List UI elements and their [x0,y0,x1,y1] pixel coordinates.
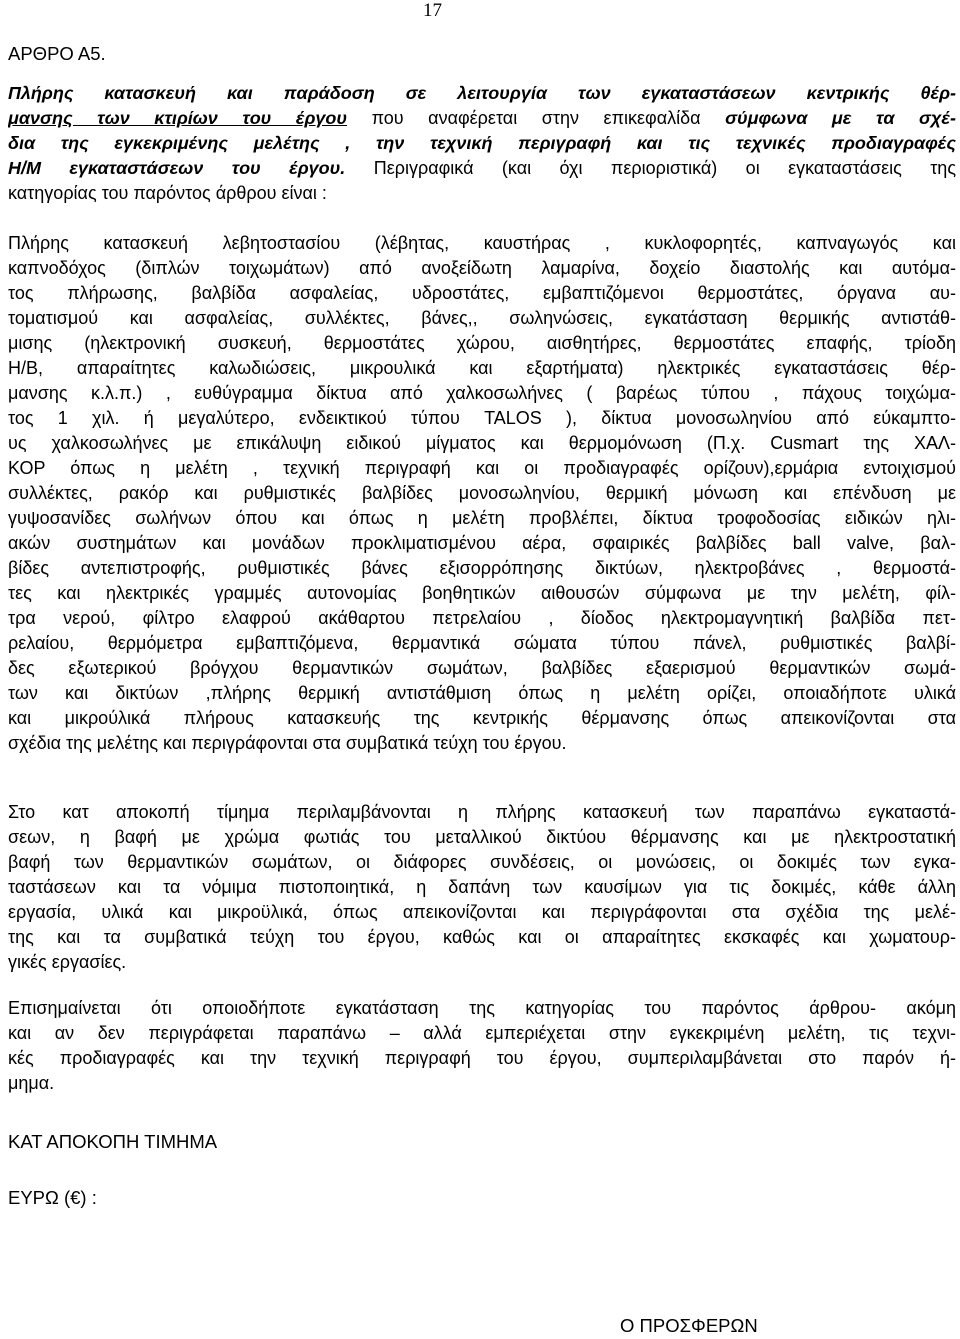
text-line: της και τα συμβατικά τεύχη του έργου, καθώς και οι απαραίτητες εκσκαφές και χωματουρ- [8,927,956,947]
text-line: Επισημαίνεται ότι οποιοδήποτε εγκατάσταση της κατηγορίας του παρόντος άρθρου- ακόμη [8,998,956,1018]
text-line: γυψοσανίδες σωλήνων όπου και όπως η μελέτη προβλέπει, δίκτυα τροφοδοσίας ειδικών ηλι- [8,508,956,528]
text-line: σεων, η βαφή με χρώμα φωτιάς του μεταλλικού δικτύου θέρμανσης και με ηλεκτροστατική [8,827,956,847]
text-line: Στο κατ αποκοπή τίμημα περιλαμβάνονται η πλήρης κατασκευή των παραπάνω εγκαταστά- [8,802,956,822]
text-run: που αναφέρεται στην επικεφαλίδα [347,108,726,128]
lump-sum-label: ΚΑΤ ΑΠΟΚΟΠΗ ΤΙΜΗΜΑ [8,1131,218,1152]
text-line: βαφή των θερμαντικών σωμάτων, οι διάφορες συνδέσεις, οι μονώσεις, οι δοκιμές των εγκα- [8,852,956,872]
text-line: κές προδιαγραφές και την τεχνική περιγραφή του έργου, συμπεριλαμβάνεται στο παρόν ή- [8,1048,956,1068]
article-title: ΑΡΘΡΟ Α5. [8,43,106,64]
text-line: τες και ηλεκτρικές γραμμές αυτονομίας βοηθητικών αιθουσών σύμφωνα με την μελέτη, φίλ- [8,583,956,603]
description-paragraph [8,231,956,756]
text-line: μανσης κ.λ.π.) , ευθύγραμμα δίκτυα από χαλκοσωλήνες ( βαρέως τύπου , πάχους τοιχώμα- [8,383,956,403]
bidder-signature-label: Ο ΠΡΟΣΦΕΡΩΝ [620,1315,758,1336]
text-run: Περιγραφικά (και όχι περιοριστικά) οι εγκαταστάσεις της [345,158,956,178]
text-line: και αν δεν περιγράφεται παραπάνω – αλλά εμπεριέχεται στην εγκεκριμένη μελέτη, τις τεχνι- [8,1023,956,1043]
text-run: δια της εγκεκριμένης μελέτης , την τεχνική περιγραφή και τις τεχνικές προδιαγραφές [8,133,956,153]
text-line: βίδες αντεπιστροφής, ρυθμιστικές βάνες εξισορρόπησης δικτύων, ηλεκτροβάνες , θερμοστά- [8,558,956,578]
euro-label: ΕΥΡΩ (€) : [8,1187,97,1208]
text-line: και μικρούλικά πλήρους κατασκευής της κεντρικής θέρμανσης όπως απεικονίζονται στα [8,708,956,728]
text-line: υς χαλκοσωλήνες με επικάλυψη ειδικού μίγματος και θερμομόνωση (Π.χ. Cusmart της ΧΑΛ- [8,433,956,453]
text-line: των και δικτύων ,πλήρης θερμική αντιστάθμιση όπως η μελέτη ορίζει, οποιαδήποτε υλικά [8,683,956,703]
text-line: ρελαίου, θερμόμετρα εμβαπτιζόμενα, θερμαντικά σώματα τύπου πάνελ, ρυθμιστικές βαλβί- [8,633,956,653]
text-line: Η/Β, απαραίτητες καλωδιώσεις, μικρουλικά και εξαρτήματα) ηλεκτρικές εγκαταστάσεις θέρ- [8,358,956,378]
text-line: συλλέκτες, ρακόρ και ρυθμιστικές βαλβίδες μονοσωληνίου, θερμική μόνωση και επένδυση με [8,483,956,503]
text-line: εργασία, υλικά και μικροϋλικά, όπως απεικονίζονται και περιγράφονται στα σχέδια της μελέ- [8,902,956,922]
text-line: δες εξωτερικού βρόγχου θερμαντικών σωμάτων, βαλβίδες εξαερισμού θερμαντικών σωμά- [8,658,956,678]
note-paragraph [8,996,956,1096]
text-line: τος πλήρωσης, βαλβίδα ασφαλείας, υδροστάτες, εμβαπτιζόμενοι θερμοστάτες, όργανα αυ- [8,283,956,303]
text-line: τος 1 χιλ. ή μεγαλύτερο, ενδεικτικού τύπου TALOS ), δίκτυα μονοσωληνίου από εύκαμπτο- [8,408,956,428]
text-line [8,156,956,181]
text-run: σύμφωνα με τα σχέ- [725,108,956,128]
text-line: τρα νερού, φίλτρο ελαφρού ακάθαρτου πετρελαίου , δίοδος ηλεκτρομαγνητική βαλβίδα πετ- [8,608,956,628]
text-line: μημα. [8,1073,55,1093]
text-line: γικές εργασίες. [8,952,127,972]
text-line [8,81,956,106]
text-line [8,106,956,131]
text-line [8,131,956,156]
text-line: σχέδια της μελέτης και περιγράφονται στα συμβατικά τεύχη του έργου. [8,733,567,753]
text-line: καπνοδόχος (διπλών τοιχωμάτων) από ανοξείδωτη λαμαρίνα, δοχείο διαστολής και αυτόμα- [8,258,956,278]
text-run: Η/Μ εγκαταστάσεων του έργου. [8,158,346,178]
text-line: Πλήρης κατασκευή λεβητοστασίου (λέβητας, καυστήρας , κυκλοφορητές, καπναγωγός και [8,233,956,253]
text-run: κατηγορίας του παρόντος άρθρου είναι : [8,183,327,203]
text-line: τοματισμού και ασφαλείας, συλλέκτες, βάνες,, σωληνώσεις, εγκατάσταση θερμικής αντιστάθ- [8,308,956,328]
page-number: 17 [423,0,442,21]
text-line [8,181,956,206]
text-run: Πλήρης κατασκευή και παράδοση σε λειτουργία των εγκαταστάσεων κεντρικής θέρ- [8,83,956,103]
intro-paragraph [8,81,956,206]
text-line: μισης (ηλεκτρονική συσκευή, θερμοστάτες χώρου, αισθητήρες, θερμοστάτες επαφής, τρίοδη [8,333,956,353]
text-run: μανσης των κτιρίων του έργου [8,108,348,128]
text-line: ταστάσεων και τα νόμιμα πιστοποιητικά, η δαπάνη των καυσίμων για τις δοκιμές, κάθε άλλη [8,877,956,897]
text-line: ακών συστημάτων και μονάδων προκλιματισμένου αέρα, σφαιρικές βαλβίδες ball valve, βαλ- [8,533,956,553]
included-costs-paragraph [8,800,956,975]
text-line: ΚΟΡ όπως η μελέτη , τεχνική περιγραφή και οι προδιαγραφές ορίζουν),ερμάρια εντοιχισμού [8,458,956,478]
